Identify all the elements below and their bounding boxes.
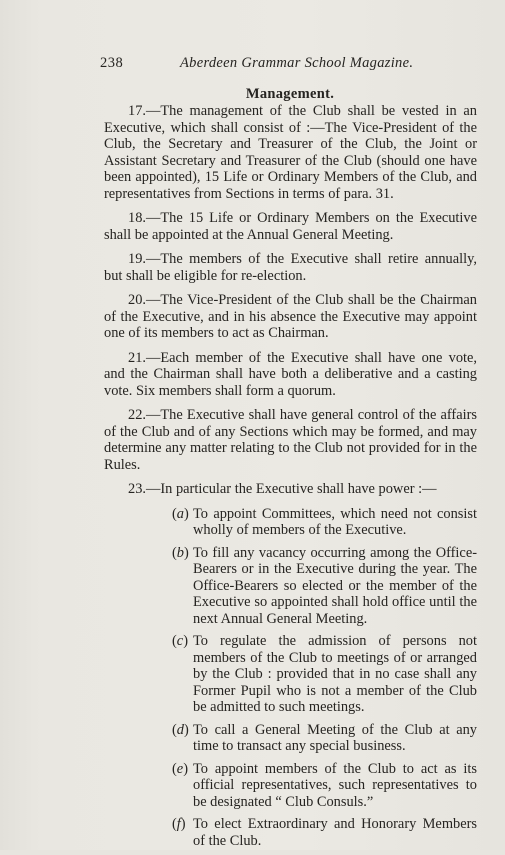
rule-paragraph: 18.—The 15 Life or Ordinary Members on the Executive shall be appointed at the Annual General Meeting. <box>104 210 477 243</box>
item-marker: (b) <box>172 544 189 561</box>
page-number: 238 <box>100 55 124 71</box>
power-item <box>172 545 477 628</box>
power-item <box>172 633 477 716</box>
item-marker: (f) <box>172 816 186 832</box>
rules-body <box>104 103 477 855</box>
rule-paragraph: 19.—The members of the Executive shall retire annually, but shall be eligible for re-election. <box>104 251 477 284</box>
power-item <box>172 506 477 539</box>
rule-paragraph: 23.—In particular the Executive shall have power :— <box>128 481 437 497</box>
item-text: To call a General Meeting of the Club at any time to transact any special business. <box>193 721 477 754</box>
item-text: To elect Extraordinary and Honorary Members of the Club. <box>193 816 477 849</box>
item-marker: (c) <box>172 633 188 649</box>
item-text: To appoint Committees, which need not consist wholly of members of the Executive. <box>193 505 477 538</box>
running-title: Aberdeen Grammar School Magazine. <box>180 55 414 71</box>
item-marker: (a) <box>172 505 189 522</box>
power-item <box>172 761 477 811</box>
rule-paragraph: 20.—The Vice-President of the Club shall be the Chairman of the Executive, and in his absence the Executive may appoint one of its members to act as Chairman. <box>104 292 477 341</box>
item-text: To appoint members of the Club to act as its official representatives, such representatives to be designated “ Club Consuls.” <box>193 760 477 810</box>
item-marker: (d) <box>172 721 189 738</box>
power-item <box>172 816 477 849</box>
rule-paragraph: 17.—The management of the Club shall be vested in an Executive, which shall consist of :—The Vice-President of the Club, the Secretary and Treasurer of the Club, the Joint or Assistant Secretary and Treasurer of the Club (should one have been appointed), 15 Life or Ordinary Members of the Club, and representatives from Sections in terms of para. 31. <box>104 103 477 202</box>
item-marker: (e) <box>172 760 188 777</box>
item-text: To regulate the admission of persons not members of the Club to meetings of or arranged by the Club : provided that in no case shall any Former Pupil who is not a member of the Club be admitted to such meetings. <box>193 633 477 715</box>
item-text: To fill any vacancy occurring among the Office-Bearers or in the Executive during the year. The Office-Bearers so elected or the member of the Executive so appointed shall hold office until the next Annual General Meeting. <box>193 544 477 627</box>
section-heading: Management. <box>245 86 335 102</box>
rule-paragraph: 22.—The Executive shall have general control of the affairs of the Club and of any Sections which may be formed, and may determine any matter relating to the Club not provided for in the Rules. <box>104 407 477 473</box>
power-item <box>172 722 477 755</box>
rule-paragraph: 21.—Each member of the Executive shall have one vote, and the Chairman shall have both a deliberative and a casting vote. Six members shall form a quorum. <box>104 349 477 399</box>
